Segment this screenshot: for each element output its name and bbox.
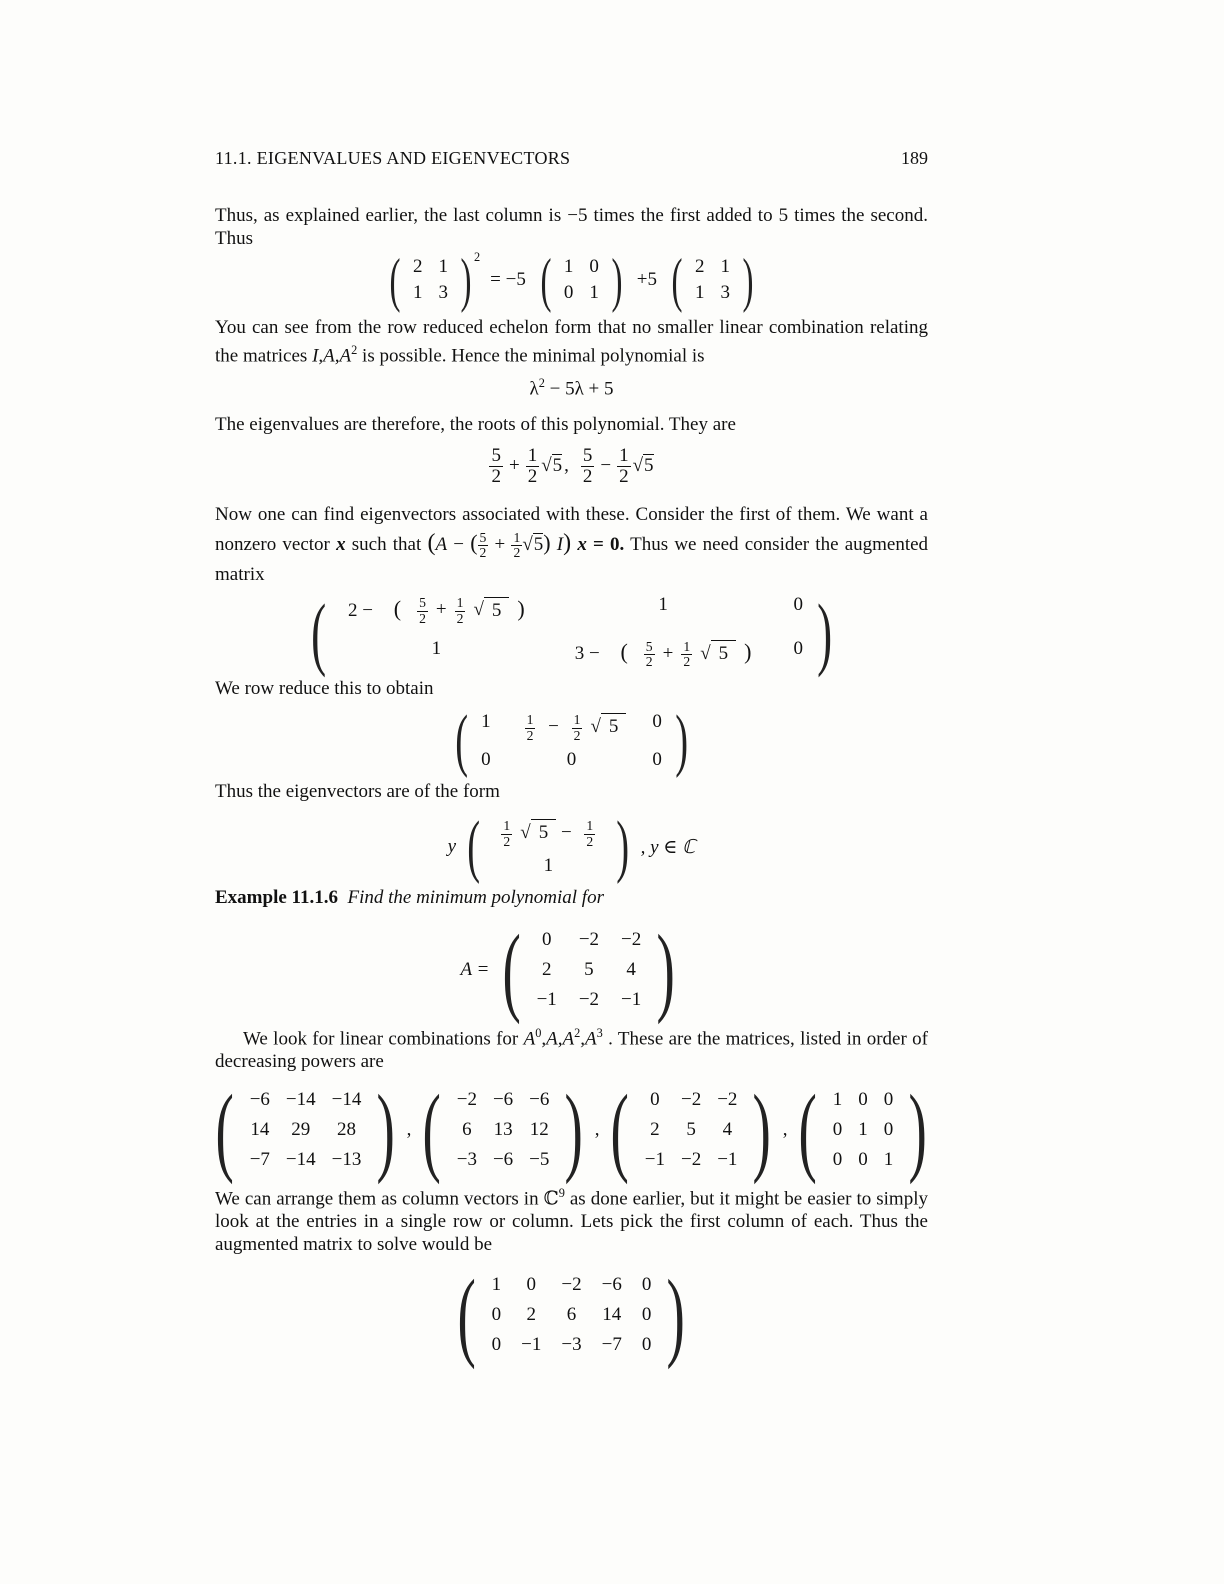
matrix-cell: 1 — [858, 1119, 868, 1140]
matrix-cell: −2 — [456, 1089, 477, 1110]
matrix-cell: −6 — [249, 1089, 270, 1110]
matrix-cell: 4 — [626, 959, 636, 980]
exponent: 2 — [473, 250, 481, 264]
matrix-cell: −6 — [492, 1149, 514, 1170]
vector-x: x — [577, 534, 587, 555]
matrix-cell: −14 — [285, 1149, 316, 1170]
matrix-cell: 0 — [641, 1274, 652, 1295]
denominator: 2 — [527, 465, 538, 487]
exponent: 2 — [538, 376, 545, 390]
plus: + — [508, 455, 520, 477]
example-text: Find the minimum polynomial for — [347, 887, 604, 908]
matrix-a: ( 2 1 1 3 ) — [671, 247, 754, 313]
coefficient: +5 — [636, 269, 658, 290]
cell: 0 — [566, 748, 577, 770]
paragraph-8 — [215, 1182, 928, 1256]
exponent: 2 — [574, 1026, 581, 1040]
math: ,A,A — [541, 1028, 575, 1050]
matrix-cell: 2 — [526, 1304, 537, 1325]
cell: $\frac{1}{2}$ √ 5 − $\frac{1}{2}$ — [503, 818, 594, 849]
matrix-cell: 0 — [526, 1274, 537, 1295]
math: A — [523, 1028, 536, 1050]
numerator: 1 — [513, 529, 521, 545]
cell: 1 — [412, 282, 423, 303]
exponent: 9 — [558, 1186, 565, 1200]
matrix-cell: −14 — [331, 1089, 362, 1110]
matrix-cell: −1 — [717, 1149, 738, 1170]
text: is possible. Hence the minimal polynomial is — [357, 345, 705, 367]
matrix-cell: 1 — [883, 1149, 894, 1170]
matrix-cell: −6 — [601, 1274, 622, 1295]
paragraph-3: The eigenvalues are therefore, the roots of this polynomial. They are — [215, 414, 736, 435]
cell: 0 — [652, 711, 662, 733]
cell: 1 — [720, 256, 730, 277]
cell: 3 — [720, 282, 730, 303]
denominator: 2 — [491, 465, 501, 487]
paragraph-7 — [215, 1022, 928, 1073]
coefficient: = −5 — [490, 269, 526, 290]
example-heading — [215, 886, 928, 909]
section-title: 11.1. EIGENVALUES AND EIGENVECTORS — [215, 148, 571, 168]
text: . These are the matrices, listed in order of decreasing powers are — [215, 1028, 928, 1073]
text: We look for linear combinations for — [243, 1028, 524, 1050]
matrix-cell: 14 — [602, 1304, 622, 1325]
matrix-cell: 12 — [529, 1119, 549, 1140]
cell: 1 — [658, 594, 668, 616]
exponent: 2 — [351, 343, 358, 357]
matrix-cell: 4 — [722, 1119, 733, 1140]
matrix-cell: 0 — [858, 1089, 868, 1110]
text: as done earlier, but it might be easier to simply look at the entries in a single row or column. Lets pick the first column of each. Thus the augmented matrix to solve would be — [215, 1188, 928, 1256]
matrix-cell: −2 — [561, 1274, 582, 1295]
matrix-cell: 1 — [491, 1274, 502, 1295]
matrix-cell: −6 — [492, 1089, 514, 1110]
numerator: 5 — [491, 445, 501, 466]
matrix-cell: 0 — [491, 1304, 502, 1325]
cell: 0 — [563, 282, 574, 303]
exponent: 3 — [596, 1026, 603, 1040]
math: ,A — [580, 1028, 597, 1050]
matrix-cell: −7 — [601, 1334, 622, 1355]
power-matrix: ( 1 0 0 0 1 0 0 0 1 ) — [798, 1074, 928, 1185]
cell: 1 — [695, 282, 705, 303]
matrix-cell: 0 — [858, 1149, 868, 1170]
matrix-cell: −7 — [249, 1149, 270, 1170]
matrix-cell: 29 — [291, 1119, 311, 1140]
matrix-cell: 0 — [541, 929, 552, 950]
text: We can arrange them as column vectors in ℂ — [215, 1188, 559, 1210]
poly-rest: − 5λ + 5 — [544, 378, 614, 400]
paragraph-5: We row reduce this to obtain — [215, 678, 434, 699]
zero-vector: = 0. — [593, 534, 625, 555]
matrix-cell: 1 — [832, 1089, 843, 1110]
power-matrix: ( 0 −2 −2 2 5 4 −1 −2 −1 ) — [610, 1074, 772, 1185]
matrix-cell: −6 — [529, 1089, 550, 1110]
matrix-cell: −5 — [529, 1149, 550, 1170]
matrix-cell: −2 — [680, 1089, 702, 1110]
eigenvalues: $\frac{5}{2}$ + $\frac{1}{2}$ √5 , $\frac{5}{2}$ − $\frac{1}{2}$ √5 — [491, 445, 654, 487]
matrix-cell: 0 — [641, 1304, 652, 1325]
matrix-cell: −2 — [621, 929, 642, 950]
cell: 1 — [563, 256, 574, 277]
paragraph-4: Now one can find eigenvectors associated with these. Consider the first of them. We want a nonzero vector x such that (A − ( $\frac{5}{2}$ + $\frac{1}{2}$ √5) I) x = 0. Thus we need consider the augmented matrix — [215, 504, 929, 585]
vector-x: x — [336, 534, 346, 555]
matrix-cell: 0 — [641, 1334, 652, 1355]
matrix-cell: 0 — [883, 1119, 894, 1140]
final-augmented-matrix: ( 1 0 −2 −6 0 0 2 6 14 0 0 −1 −3 −7 0 ) — [457, 1259, 686, 1370]
page-number: 189 — [901, 148, 928, 168]
matrix-cell: 28 — [337, 1119, 356, 1140]
matrix-cell: −2 — [578, 989, 600, 1010]
cell: 1 — [438, 256, 448, 277]
matrix-cell: −13 — [331, 1149, 362, 1170]
cell: 3 — [438, 282, 448, 303]
power-matrix: ( −2 −6 −6 6 13 12 −3 −6 −5 ) — [422, 1074, 584, 1185]
cell: 1 — [543, 854, 554, 876]
matrix-cell: −2 — [578, 929, 600, 950]
cell: 2 — [695, 256, 705, 277]
example-label: Example 11.1.6 — [215, 887, 338, 908]
matrix-cell: −14 — [285, 1089, 316, 1110]
numerator: 5 — [479, 529, 487, 545]
matrix-cell: 0 — [491, 1334, 502, 1355]
matrix-cell: −2 — [717, 1089, 738, 1110]
power-matrices — [215, 1074, 928, 1185]
matrix-a: ( 2 1 1 3 ) — [389, 247, 472, 313]
lambda: λ — [529, 378, 539, 400]
matrix-cell: 0 — [883, 1089, 894, 1110]
cell: 1 — [431, 638, 442, 659]
cell: 0 — [589, 256, 599, 277]
math: I — [556, 534, 564, 555]
augmented-matrix-1: ( 2 − ( $\frac{5}{2}$ + $\frac{1}{2}$ √ 5 ) 1 0 1 3 − ( $\frac{5}{2}$ + $\frac{1}{2}$ √ 5 ) 0 ) — [310, 587, 833, 678]
paragraph-1: Thus, as explained earlier, the last column is −5 times the first added to 5 times the second. Thus — [215, 205, 928, 249]
denominator: 2 — [479, 545, 487, 561]
domain: , y ∈ ℂ — [640, 836, 696, 858]
identity-matrix: ( 1 0 0 1 ) — [540, 247, 623, 313]
numerator: 5 — [582, 445, 593, 466]
comma: , — [782, 1119, 788, 1140]
cell: 0 — [793, 638, 803, 659]
matrix-cell: 2 — [541, 959, 552, 980]
cell: 3 − ( $\frac{5}{2}$ + $\frac{1}{2}$ √ 5 ) — [574, 639, 752, 670]
matrix-cell: 0 — [650, 1089, 660, 1110]
paragraph-6: Thus the eigenvectors are of the form — [215, 781, 500, 802]
comma: , — [594, 1119, 600, 1140]
text: Now one can find eigenvectors associated with these. Consider the first of them. We want a nonzero vector — [215, 504, 928, 555]
text: You can see from the row reduced echelon form that no smaller linear combination relating the matrices — [215, 317, 928, 367]
matrix-cell: −1 — [536, 989, 557, 1010]
matrix-cell: 0 — [832, 1149, 843, 1170]
math: I,A,A — [312, 345, 352, 367]
matrix-cell: −1 — [644, 1149, 665, 1170]
cell: 0 — [481, 748, 491, 770]
matrix-cell: 5 — [584, 959, 594, 980]
denominator: 2 — [582, 465, 593, 487]
matrix-cell: −2 — [680, 1149, 702, 1170]
comma: , — [406, 1119, 412, 1140]
matrix-cell: 5 — [686, 1119, 696, 1140]
radicand: 5 — [644, 455, 654, 477]
denominator: 2 — [619, 465, 629, 487]
matrix-a-definition: A = ( 0 −2 −2 2 5 4 −1 −2 −1 ) — [460, 914, 676, 1025]
cell: $\frac{1}{2}$ − $\frac{1}{2}$ √ 5 — [509, 709, 635, 747]
math: A — [435, 534, 448, 555]
reduced-matrix: ( 1 $\frac{1}{2}$ − $\frac{1}{2}$ √ 5 0 0 0 0 ) — [455, 702, 688, 779]
matrix-cell: −1 — [621, 989, 642, 1010]
matrix-cell: −3 — [561, 1334, 582, 1355]
denominator: 2 — [513, 545, 521, 561]
cell: 0 — [793, 594, 803, 616]
scalar-y: y — [447, 836, 457, 857]
power-matrix: ( −6 −14 −14 14 29 28 −7 −14 −13 ) — [215, 1074, 396, 1185]
cell: 2 − ( $\frac{5}{2}$ + $\frac{1}{2}$ √ 5 ) — [348, 595, 525, 626]
cell: 2 — [412, 256, 423, 277]
text: Thus we need consider the augmented matrix — [215, 534, 929, 585]
lhs: A = — [460, 959, 490, 980]
matrix-cell: 0 — [832, 1119, 843, 1140]
matrix-cell: −3 — [456, 1149, 477, 1170]
paragraph-2 — [215, 316, 928, 367]
minus: − — [600, 455, 612, 477]
matrix-cell: 14 — [250, 1119, 270, 1140]
radicand: 5 — [533, 534, 544, 555]
numerator: 1 — [619, 445, 629, 466]
comma: , — [564, 455, 569, 477]
matrix-cell: 2 — [650, 1119, 660, 1140]
matrix-cell: 13 — [493, 1119, 513, 1140]
matrix-cell: 6 — [462, 1119, 472, 1140]
radicand: 5 — [552, 455, 563, 477]
text: such that — [345, 534, 428, 555]
exponent: 0 — [535, 1026, 542, 1040]
cell: 1 — [481, 711, 491, 733]
cell: 0 — [652, 748, 662, 770]
matrix-cell: −1 — [521, 1334, 542, 1355]
minimal-polynomial — [215, 376, 928, 400]
numerator: 1 — [527, 445, 538, 466]
matrix-cell: 6 — [566, 1304, 577, 1325]
eigenvector-form: y ( $\frac{1}{2}$ √ 5 − $\frac{1}{2}$ 1 ) , y ∈ ℂ — [447, 808, 696, 885]
cell: 1 — [589, 282, 599, 303]
equation-1 — [215, 247, 928, 313]
